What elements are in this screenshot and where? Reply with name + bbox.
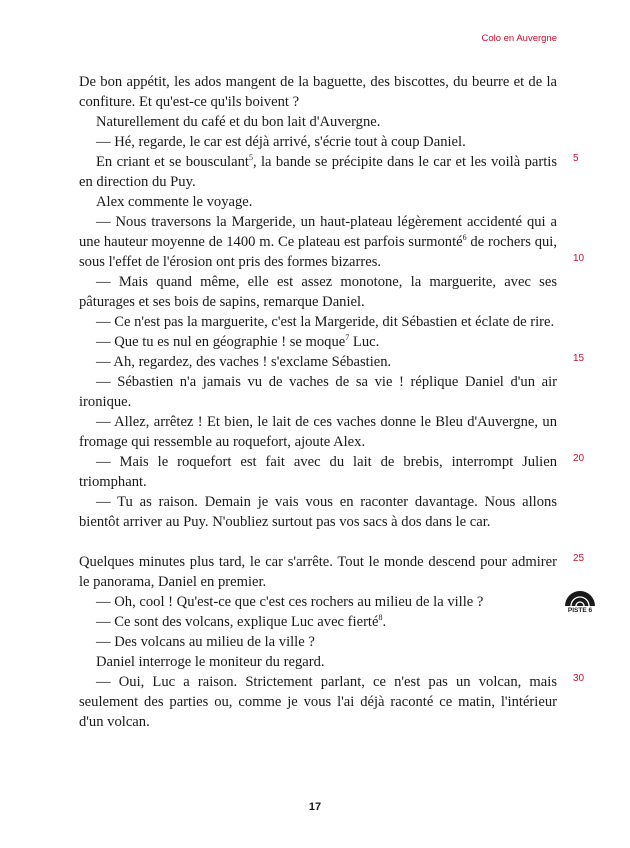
paragraph: Alex commente le voyage. <box>96 194 253 210</box>
paragraph: Daniel interroge le moniteur du regard. <box>96 654 325 670</box>
paragraph: — Allez, arrêtez ! Et bien, le lait de ces vaches donne le Bleu d'Auvergne, un fromage qui ressemble au roquefort, ajoute Alex. <box>79 414 557 450</box>
line-number: 25 <box>573 553 585 564</box>
audio-track-icon <box>562 586 598 608</box>
body-text <box>79 72 557 732</box>
paragraph: — Mais le roquefort est fait avec du lait de brebis, interrompt Julien triomphant. <box>79 454 557 490</box>
audio-track-label: PISTE 6 <box>567 607 593 614</box>
footnote-ref: 6 <box>462 233 467 243</box>
line-number: 30 <box>573 673 585 684</box>
paragraph: — Oh, cool ! Qu'est-ce que c'est ces rochers au milieu de la ville ? <box>96 594 484 610</box>
paragraph: — Des volcans au milieu de la ville ? <box>96 634 315 650</box>
running-header: Colo en Auvergne <box>481 33 557 44</box>
section-break <box>79 532 557 552</box>
line-number: 10 <box>573 253 585 264</box>
page-number: 17 <box>308 801 322 813</box>
paragraph: Naturellement du café et du bon lait d'Auvergne. <box>96 114 381 130</box>
line-number: 5 <box>573 153 579 164</box>
paragraph: — Ah, regardez, des vaches ! s'exclame Sébastien. <box>96 354 392 370</box>
paragraph: — Ce sont des volcans, explique Luc avec fierté$^8$. <box>96 613 387 630</box>
paragraph: En criant et se bousculant$^5$, la bande se précipite dans le car et les voilà partis en direction du Puy. <box>79 153 558 190</box>
paragraph: — Tu as raison. Demain je vais vous en raconter davantage. Nous allons bientôt arriver au Puy. N'oubliez surtout pas vos sacs à dos dans le car. <box>79 494 557 530</box>
footnote-ref: 7 <box>345 333 350 343</box>
paragraph: — Mais quand même, elle est assez monotone, la marguerite, avec ses pâturages et ses bois de sapins, remarque Daniel. <box>79 274 557 310</box>
paragraph: — Sébastien n'a jamais vu de vaches de sa vie ! réplique Daniel d'un air ironique. <box>79 374 557 410</box>
paragraph: — Ce n'est pas la marguerite, c'est la Margeride, dit Sébastien et éclate de rire. <box>96 314 555 330</box>
footnote-ref: 5 <box>248 153 253 163</box>
line-number: 15 <box>573 353 585 364</box>
paragraph: De bon appétit, les ados mangent de la baguette, des biscottes, du beurre et de la confiture. Et qu'est-ce qu'ils boivent ? <box>79 74 557 110</box>
paragraph: Quelques minutes plus tard, le car s'arrête. Tout le monde descend pour admirer le panorama, Daniel en premier. <box>79 554 557 590</box>
paragraph: — Que tu es nul en géographie ! se moque$^7$ Luc. <box>96 333 380 350</box>
paragraph: — Oui, Luc a raison. Strictement parlant, ce n'est pas un volcan, mais seulement des parties ou, comme je vous l'ai déjà raconté ce matin, l'intérieur d'un volcan. <box>79 674 557 730</box>
footnote-ref: 8 <box>378 613 383 623</box>
audio-track-marker[interactable] <box>562 586 598 618</box>
paragraph: — Hé, regarde, le car est déjà arrivé, s'écrie tout à coup Daniel. <box>96 134 466 150</box>
line-number: 20 <box>573 453 585 464</box>
paragraph: — Nous traversons la Margeride, un haut-plateau légèrement accidenté qui a une hauteur moyenne de 1400 m. Ce plateau est parfois surmonté$^6$ de rochers qui, sous l'effet de l'érosion ont pris des formes bizarres. <box>79 214 558 270</box>
